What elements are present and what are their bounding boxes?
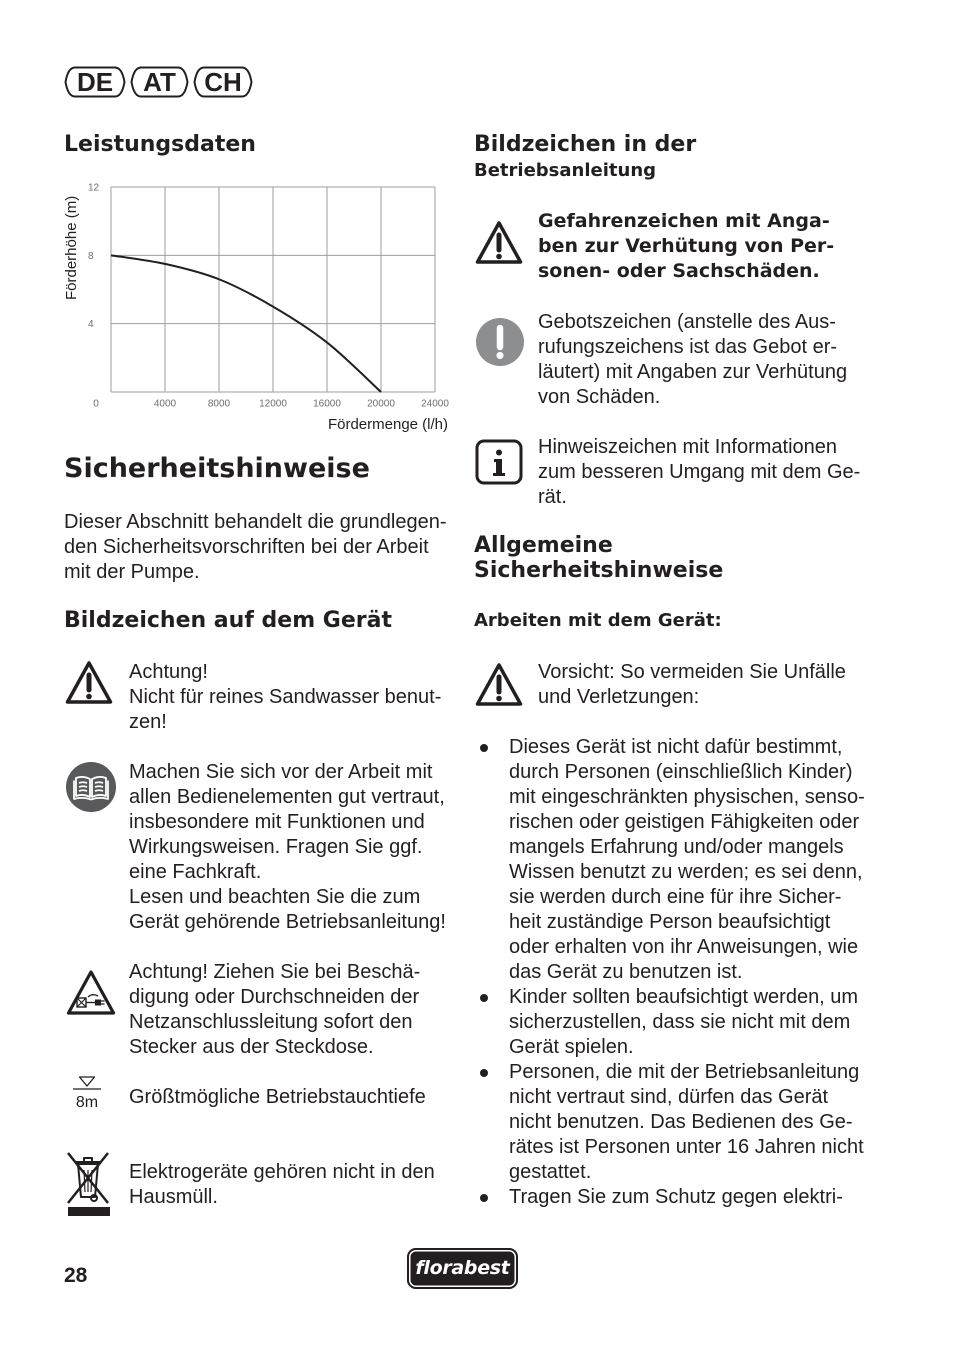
text-line: von Schäden. — [538, 386, 661, 408]
text-line: digung oder Durchschneiden der — [129, 986, 420, 1008]
chart-y-axis-label: Förderhöhe (m) — [63, 195, 80, 300]
text-line: zen! — [129, 711, 167, 733]
text-line: das Gerät zu benutzen ist. — [509, 961, 743, 983]
safety-intro-paragraph — [64, 510, 446, 585]
safety-bullet-list — [477, 735, 865, 1210]
text-line: eine Fachkraft. — [129, 861, 262, 883]
warning-triangle-icon — [475, 219, 523, 267]
text-line: Größtmögliche Betriebstauchtiefe — [129, 1086, 426, 1108]
text-line: und Verletzungen: — [538, 686, 700, 708]
safety-heading: Sicherheitshinweise — [64, 453, 370, 484]
page-number: 28 — [64, 1264, 88, 1287]
general-safety-heading — [474, 533, 723, 583]
y-tick-label: 12 — [88, 182, 100, 194]
warning-triangle-icon — [65, 659, 113, 707]
text-line: sie werden durch eine für ihre Sicher- — [509, 886, 842, 908]
text-line: Personen, die mit der Betriebsanleitung — [509, 1061, 860, 1083]
list-item-text — [509, 985, 865, 1060]
text-line: Netzanschlussleitung sofort den — [129, 1011, 413, 1033]
text-line: rätes ist Personen unter 16 Jahren nicht — [509, 1136, 864, 1158]
text-line: Lesen und beachten Sie die zum — [129, 886, 421, 908]
x-tick-label: 12000 — [259, 398, 287, 410]
text-line: Dieses Gerät ist nicht dafür bestimmt, — [509, 736, 843, 758]
x-tick-label: 24000 — [421, 398, 449, 410]
list-item-text — [509, 735, 865, 985]
weee-disposal-text — [129, 1160, 435, 1210]
text-line: nicht benutzen. Das Bedienen des Ge- — [509, 1111, 853, 1133]
text-line: sonen- oder Sachschäden. — [538, 260, 820, 282]
text-line: nicht vertraut sind, dürfen das Gerät — [509, 1086, 829, 1108]
warning-triangle-icon — [475, 661, 523, 709]
text-line: Achtung! Ziehen Sie bei Beschä- — [129, 961, 421, 983]
text-line: Dieser Abschnitt behandelt die grundlegen- — [64, 511, 447, 533]
list-item-text — [509, 1185, 865, 1210]
text-line: gestattet. — [509, 1161, 592, 1183]
y-tick-label: 4 — [88, 319, 94, 331]
text-line: ben zur Verhütung von Per- — [538, 235, 835, 257]
text-line: sicherzustellen, dass sie nicht mit dem — [509, 1011, 851, 1033]
badge-label: AT — [143, 67, 176, 97]
info-sign-icon — [475, 439, 523, 485]
performance-heading: Leistungsdaten — [64, 132, 256, 157]
x-tick-label: 8000 — [207, 398, 231, 410]
text-line: Gerät spielen. — [509, 1036, 634, 1058]
x-tick-label: 20000 — [367, 398, 395, 410]
text-line: Tragen Sie zum Schutz gegen elektri- — [509, 1186, 843, 1208]
text-line: Stecker aus der Steckdose. — [129, 1036, 374, 1058]
read-manual-text — [129, 760, 446, 935]
working-with-device-subheading: Arbeiten mit dem Gerät: — [474, 610, 722, 631]
list-item — [477, 985, 865, 1060]
bullet-icon — [480, 744, 488, 752]
y-tick-label: 8 — [88, 250, 94, 262]
text-line: oder erhalten von ihr Anweisungen, wie — [509, 936, 859, 958]
text-line: Hinweiszeichen mit Informationen — [538, 436, 838, 458]
chart-x-axis-label: Fördermenge (l/h) — [327, 416, 448, 433]
cable-damage-warning-icon — [65, 968, 117, 1018]
text-line: Allgemeine — [474, 533, 613, 558]
bullet-icon — [480, 1194, 488, 1202]
text-line: Vorsicht: So vermeiden Sie Unfälle — [538, 661, 846, 683]
text-line: den Sicherheitsvorschriften bei der Arbeit — [64, 536, 429, 558]
country-badge-de — [64, 66, 126, 98]
manual-symbols-heading: Bildzeichen in der — [474, 132, 697, 157]
list-item-text — [509, 1060, 865, 1185]
list-item — [477, 1060, 865, 1185]
text-line: insbesondere mit Funktionen und — [129, 811, 425, 833]
list-item — [477, 1185, 865, 1210]
text-line: läutert) mit Angaben zur Verhütung — [538, 361, 848, 383]
text-line: Kinder sollten beaufsichtigt werden, um — [509, 986, 859, 1008]
x-tick-label: 4000 — [153, 398, 177, 410]
manual-symbols-subheading: Betriebsanleitung — [474, 160, 657, 181]
text-line: Gerät gehörende Betriebsanleitung! — [129, 911, 446, 933]
caution-text — [538, 660, 846, 710]
immersion-depth-icon — [70, 1075, 104, 1092]
bullet-icon — [480, 1069, 488, 1077]
immersion-depth-label: 8m — [75, 1094, 99, 1111]
mandatory-sign-icon — [475, 317, 525, 367]
country-badge-at — [130, 66, 189, 98]
text-line: Sicherheitshinweise — [474, 558, 724, 583]
florabest-logo: florabest — [407, 1248, 518, 1289]
text-line: Gefahrenzeichen mit Anga- — [538, 210, 830, 232]
badge-label: CH — [204, 67, 242, 97]
text-line: Elektrogeräte gehören nicht in den — [129, 1161, 435, 1183]
text-line: rufungszeichens ist das Gebot er- — [538, 336, 838, 358]
text-line: rischen oder geistigen Fähigkeiten oder — [509, 811, 860, 833]
text-line: mit der Pumpe. — [64, 561, 200, 583]
text-line: durch Personen (einschließlich Kinder) — [509, 761, 853, 783]
badge-label: DE — [76, 67, 114, 97]
text-line: Achtung! — [129, 661, 208, 683]
text-line: Machen Sie sich vor der Arbeit mit — [129, 761, 433, 783]
danger-sign-description — [538, 209, 834, 284]
immersion-depth-text — [129, 1085, 426, 1110]
text-line: allen Bedienelementen gut vertraut, — [129, 786, 445, 808]
info-sign-description — [538, 435, 860, 510]
list-item — [477, 735, 865, 985]
x-tick-label: 16000 — [313, 398, 341, 410]
text-line: zum besseren Umgang mit dem Ge- — [538, 461, 861, 483]
device-symbols-heading: Bildzeichen auf dem Gerät — [64, 608, 392, 633]
performance-chart — [80, 178, 455, 413]
x-tick-label: 0 — [93, 398, 99, 410]
text-line: Wissen benutzt zu werden; es sei denn, — [509, 861, 863, 883]
text-line: heit zuständige Person beaufsichtigt — [509, 911, 831, 933]
text-line: Nicht für reines Sandwasser benut- — [129, 686, 442, 708]
country-badge-ch — [193, 66, 253, 98]
text-line: Hausmüll. — [129, 1186, 218, 1208]
text-line: mit eingeschränkten physischen, senso- — [509, 786, 865, 808]
sandwater-warning-text — [129, 660, 441, 735]
text-line: Wirkungsweisen. Fragen Sie ggf. — [129, 836, 423, 858]
text-line: mangels Erfahrung und/oder mangels — [509, 836, 844, 858]
manual-book-icon — [65, 761, 117, 813]
bullet-icon — [480, 994, 488, 1002]
text-line: rät. — [538, 486, 567, 508]
weee-bin-icon — [64, 1150, 112, 1217]
cable-damage-text — [129, 960, 420, 1060]
text-line: Gebotszeichen (anstelle des Aus- — [538, 311, 836, 333]
mandatory-sign-description — [538, 310, 847, 410]
